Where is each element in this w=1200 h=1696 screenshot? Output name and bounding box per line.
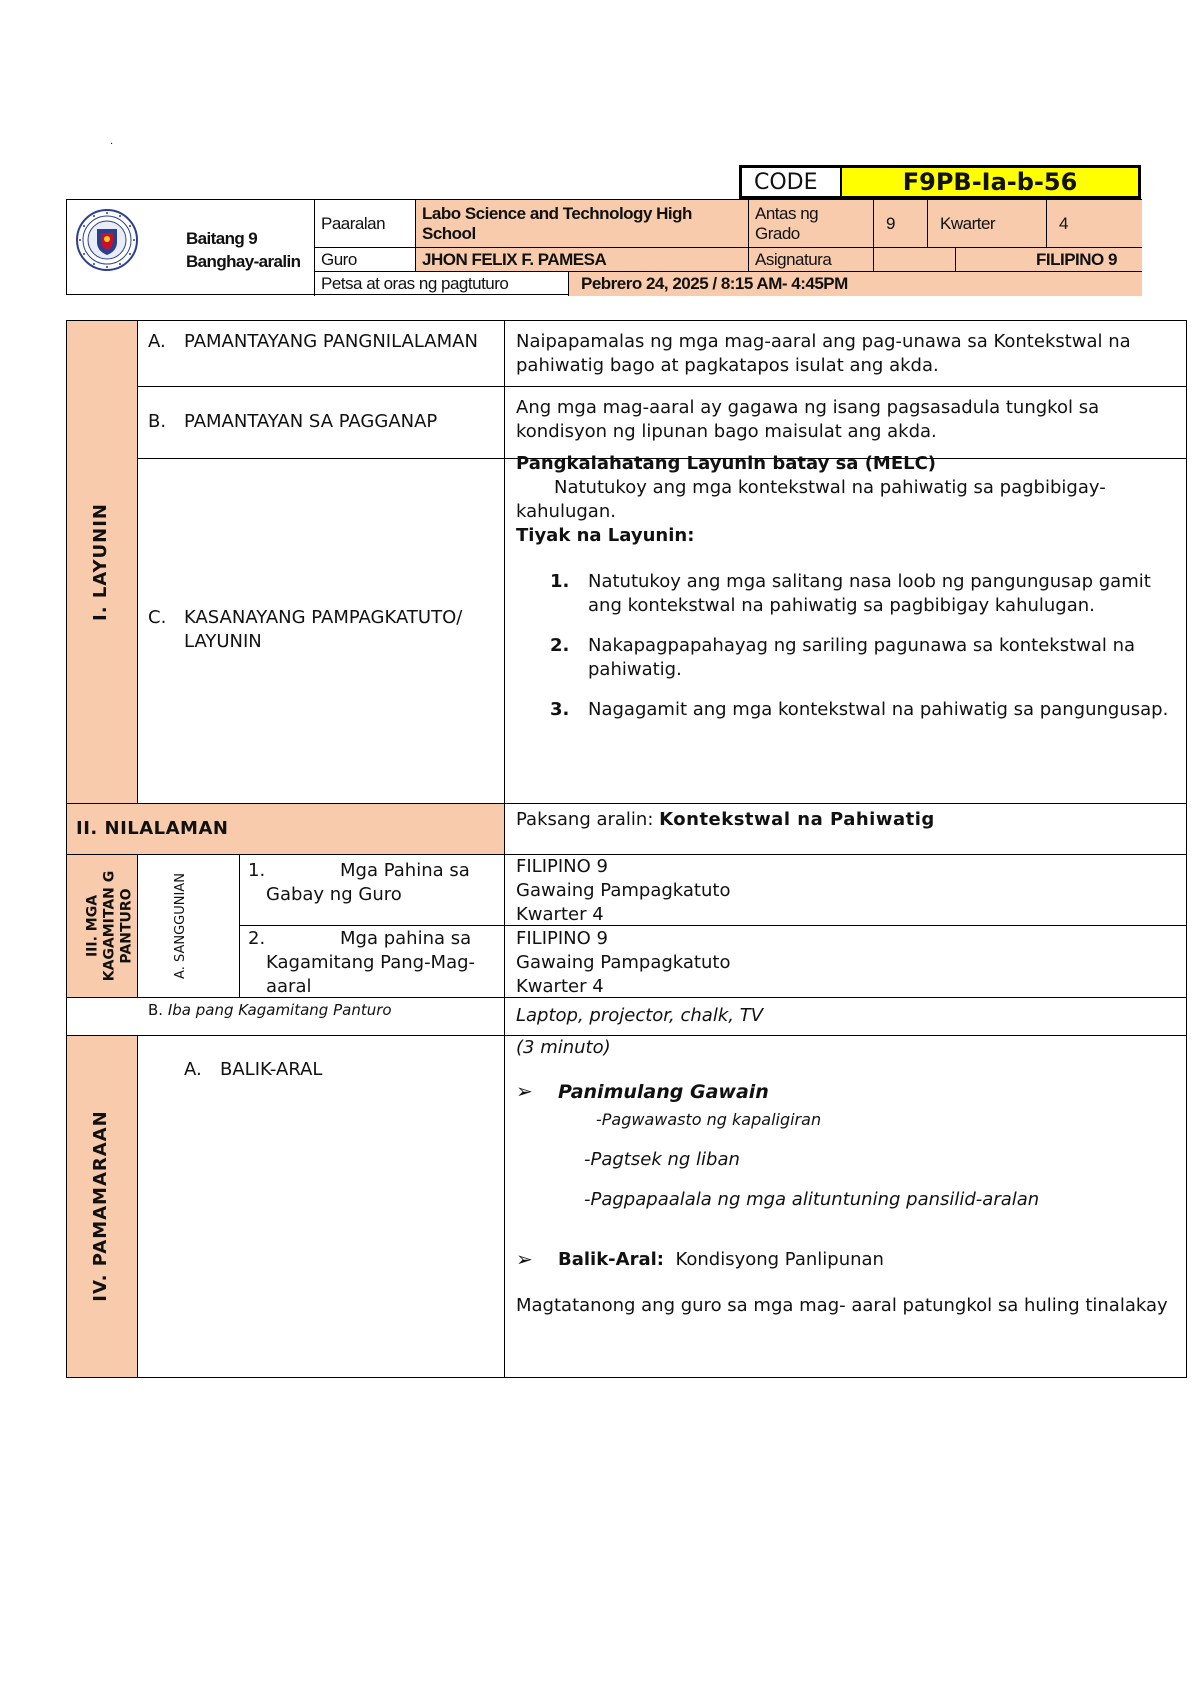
balik-aral-item <box>516 1248 1176 1272</box>
closing-text: Magtatanong ang guro sa mga mag- aaral patungkol sa huling tinalakay <box>516 1295 1168 1316</box>
objective-item <box>516 698 1176 722</box>
kasanayang-content <box>516 452 1176 738</box>
layunin-section-label: I. LAYUNIN <box>90 503 111 621</box>
objective-item <box>516 634 1176 682</box>
brand-block <box>186 227 300 273</box>
item1-label: Mga Pahina sa Gabay ng Guro <box>266 860 470 905</box>
balik-label: Balik-Aral: <box>558 1249 664 1270</box>
item1-number: 1. <box>248 860 266 881</box>
objective-text: Nagagamit ang mga kontekstwal na pahiwatig sa pangungusap. <box>588 699 1169 720</box>
gabay-guro-row-label <box>248 859 498 907</box>
code-value: F9PB-Ia-b-56 <box>842 168 1138 196</box>
item1-line2: Gawaing Pampagkatuto <box>516 880 731 901</box>
pamantayan-pagganap-label: PAMANTAYAN SA PAGGANAP <box>184 411 438 432</box>
time-allotment: (3 minuto) <box>516 1037 611 1058</box>
kwarter-value: 4 <box>1047 200 1142 247</box>
balik-aral-row-label <box>184 1058 484 1082</box>
kagamitan-section-label: III. MGA KAGAMITAN G PANTURO <box>84 870 135 982</box>
b-letter: B. <box>148 411 167 432</box>
paksa-value: Kontekstwal na Pahiwatig <box>659 809 935 830</box>
balik-aral-letter: A. <box>184 1059 202 1080</box>
antas-label: Antas ng Grado <box>749 200 873 247</box>
paaralan-label: Paaralan <box>321 213 386 233</box>
kwarter-label: Kwarter <box>928 200 1046 247</box>
pamantayang-pangnilalaman-row-label <box>148 330 488 354</box>
pamantayan-pagganap-text: Ang mga mag-aaral ay gagawa ng isang pagsasadula tungkol sa kondisyon ng lipunan bago maisulat ang akda. <box>516 397 1100 442</box>
balik-aral-label: BALIK-ARAL <box>220 1059 323 1080</box>
objective-number: 2. <box>550 635 570 656</box>
iba-pang-kagamitan-label <box>148 998 498 1022</box>
sub-item-3: -Pagpapaalala ng mga alituntuning pansilid-aralan <box>584 1189 1040 1210</box>
balik-value: Kondisyong Panlipunan <box>675 1249 884 1270</box>
objective-number: 1. <box>550 571 570 592</box>
sub-item-1: -Pagwawasto ng kapaligiran <box>596 1110 822 1129</box>
petsa-label: Petsa at oras ng pagtuturo <box>321 274 509 294</box>
kasanayang-row-label <box>148 606 488 654</box>
school-seal-logo <box>76 209 138 271</box>
guro-value: JHON FELIX F. PAMESA <box>416 248 748 271</box>
objective-number: 3. <box>550 699 570 720</box>
melc-text: Natutukoy ang mga kontekstwal na pahiwatig sa pagbibigay-kahulugan. <box>516 477 1106 522</box>
kasanayang-label: KASANAYANG PAMPAGKATUTO/ LAYUNIN <box>184 607 463 652</box>
item1-line1: FILIPINO 9 <box>516 856 608 877</box>
arrow-bullet-icon: ➢ <box>516 1079 533 1103</box>
code-label: CODE <box>742 168 842 196</box>
objective-text: Natutukoy ang mga salitang nasa loob ng pangungusap gamit ang kontekstwal na pahiwatig sa pagbibigay kahulugan. <box>588 571 1151 616</box>
a-letter: A. <box>148 331 166 352</box>
stray-dot: . <box>110 136 114 147</box>
item2-line3: Kwarter 4 <box>516 976 604 997</box>
item2-line1: FILIPINO 9 <box>516 928 608 949</box>
item2-number: 2. <box>248 928 266 949</box>
brand-line1: Baitang 9 <box>186 229 258 248</box>
pamantayang-pangnilalaman-text: Naipapamalas ng mga mag-aaral ang pag-unawa sa Kontekstwal na pahiwatig bago at pagkatapos isulat ang akda. <box>516 331 1131 376</box>
sanggunian-label: A. SANGGUNIAN <box>173 873 188 979</box>
arrow-bullet-icon: ➢ <box>516 1247 533 1271</box>
item2-value <box>516 927 1176 999</box>
sub-item-2: -Pagtsek ng liban <box>584 1149 740 1170</box>
pamantayan-pagganap-row-label <box>148 410 488 434</box>
balik-aral-content <box>516 1036 1176 1318</box>
paksa-row <box>516 808 1176 832</box>
brand-line2: Banghay-aralin <box>186 252 301 271</box>
guro-label: Guro <box>321 249 357 269</box>
iba-pang-kagamitan-value: Laptop, projector, chalk, TV <box>516 1005 764 1026</box>
item1-value <box>516 855 1176 927</box>
nilalaman-label: II. NILALAMAN <box>76 818 229 839</box>
code-box <box>739 165 1141 199</box>
iba-letter: B. <box>148 1001 168 1019</box>
paaralan-value: Labo Science and Technology High School <box>416 200 748 247</box>
objectives-list <box>516 570 1176 722</box>
pamamaraan-section-label: IV. PAMAMARAAN <box>90 1110 111 1302</box>
asignatura-blank <box>874 248 955 271</box>
panimula-item <box>516 1080 1176 1104</box>
pamantayang-pangnilalaman-label: PAMANTAYANG PANGNILALAMAN <box>184 331 478 352</box>
petsa-value: Pebrero 24, 2025 / 8:15 AM- 4:45PM <box>569 272 1142 296</box>
item1-line3: Kwarter 4 <box>516 904 604 925</box>
melc-heading: Pangkalahatang Layunin batay sa (MELC) <box>516 453 937 474</box>
asignatura-value: FILIPINO 9 <box>956 248 1142 271</box>
c-letter: C. <box>148 607 167 628</box>
objective-text: Nakapagpapahayag ng sariling pagunawa sa kontekstwal na pahiwatig. <box>588 635 1136 680</box>
iba-label: Iba pang Kagamitang Panturo <box>167 1001 392 1019</box>
item2-label: Mga pahina sa Kagamitang Pang-Mag-aaral <box>266 928 476 997</box>
paksa-label: Paksang aralin: <box>516 809 660 830</box>
panimula-label: Panimulang Gawain <box>558 1081 769 1103</box>
tiyak-heading: Tiyak na Layunin: <box>516 525 695 546</box>
antas-value: 9 <box>874 200 927 247</box>
lesson-plan-table <box>66 320 1187 1378</box>
kagamitang-mag-aaral-row-label <box>248 927 498 999</box>
asignatura-label: Asignatura <box>749 248 873 271</box>
item2-line2: Gawaing Pampagkatuto <box>516 952 731 973</box>
objective-item <box>516 570 1176 618</box>
